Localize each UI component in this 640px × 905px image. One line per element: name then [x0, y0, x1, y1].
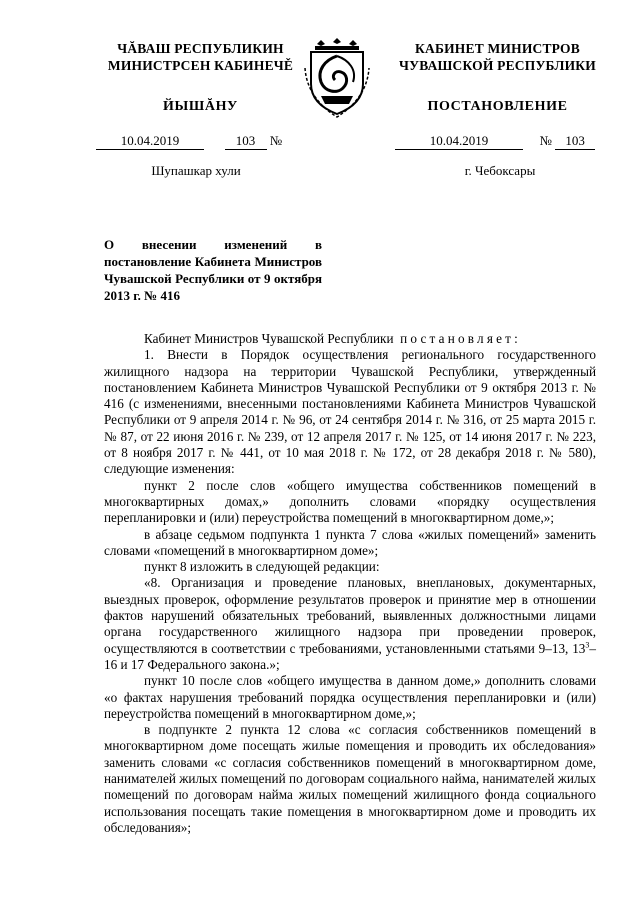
paragraph [104, 575, 596, 673]
header-right-line2: ЧУВАШСКОЙ РЕСПУБЛИКИ [399, 58, 596, 73]
decree-lead: Кабинет Министров Чувашской Республики [144, 331, 394, 346]
document-title: О внесении изменений в постановление Кабинета Министров Чувашской Республики от 9 октября 2013 г. № 416 [104, 237, 322, 303]
number-line-left [96, 133, 282, 147]
doc-type-right: ПОСТАНОВЛЕНИЕ [427, 99, 568, 114]
superscript: 3 [585, 640, 590, 650]
decree-verb: постановляет: [400, 331, 521, 346]
place-right: г. Чебоксары [464, 163, 536, 178]
paragraph: в абзаце седьмом подпункта 1 пункта 7 слова «жилых помещений» заменить словами «помещений в многоквартирном доме»; [104, 526, 596, 558]
paragraph: пункт 10 после слов «общего имущества в данном доме,» дополнить словами «о фактах нарушения требований порядка осуществления перепланировки и (или) переустройства помещений в многоквартирном доме,»; [104, 673, 596, 721]
number-right: 103 [555, 133, 595, 150]
date-left: 10.04.2019 [96, 133, 204, 150]
doc-type-left: ЙЫШĂНУ [163, 99, 238, 114]
header-left-line2: МИНИСТРСЕН КАБИНЕЧĚ [107, 58, 294, 73]
no-sign-right: № [539, 133, 552, 148]
no-sign-left: № [269, 133, 283, 148]
paragraph: в подпункте 2 пункта 12 слова «с согласия собственников помещений в многоквартирном доме посещать жилые помещения и проводить их обследования» заменить словами «с согласия собственников помещений в многоквартирном доме, нанимателей жилых помещений по договорам социального найма, нанимателей жилых помещений по договорам найма жилых помещений жилищного фонда социального использования посещать такие помещения в многоквартирном доме и проводить их обследования»; [104, 722, 596, 835]
paragraph-text: –16 и 17 Федерального закона.»; [104, 640, 596, 672]
number-line-right [395, 133, 595, 147]
paragraph: пункт 8 изложить в следующей редакции: [144, 559, 380, 575]
number-left: 103 [225, 133, 267, 150]
header-left-chuvash [88, 40, 313, 74]
paragraph [104, 331, 596, 347]
header-right-line1: КАБИНЕТ МИНИСТРОВ [415, 41, 580, 56]
date-right: 10.04.2019 [395, 133, 523, 150]
paragraph: 1. Внести в Порядок осуществления регионального государственного жилищного надзора на территории Чувашской Республики, утвержденный постановлением Кабинета Министров Чувашской Республики от 9 октября 2013 г. № 416 (с изменениями, внесенными постановлениями Кабинета Министров Чувашской Республики от 9 апреля 2014 г. № 96, от 24 сентября 2014 г. № 316, от 25 марта 2015 г. № 87, от 22 июня 2016 г. № 239, от 12 апреля 2017 г. № 125, от 14 июня 2017 г. № 223, от 8 ноября 2017 г. № 441, от 10 мая 2018 г. № 172, от 28 декабря 2018 г. № 580), следующие изменения: [104, 347, 596, 477]
chuvash-emblem-icon [303, 38, 371, 118]
paragraph-text: «8. Организация и проведение плановых, внеплановых, документарных, выездных проверок, оформление результатов проверок и принятие мер в отношении фактов нарушений обязательных требований, выявленных должностными лицами органа государственного жилищного надзора при проведении проверок, осуществляются в соответствии с требованиями, установленными статьями 9–13, 13 [104, 575, 596, 656]
header-right-russian [385, 40, 610, 74]
place-left: Шупашкар хули [151, 163, 241, 178]
header-left-line1: ЧĂВАШ РЕСПУБЛИКИН [117, 41, 284, 56]
document-body [104, 331, 596, 836]
paragraph: пункт 2 после слов «общего имущества собственников помещений в многоквартирных домах,» дополнить словами «порядку осуществления перепланировки и (или) переустройства помещений в многоквартирном доме,»; [104, 477, 596, 526]
